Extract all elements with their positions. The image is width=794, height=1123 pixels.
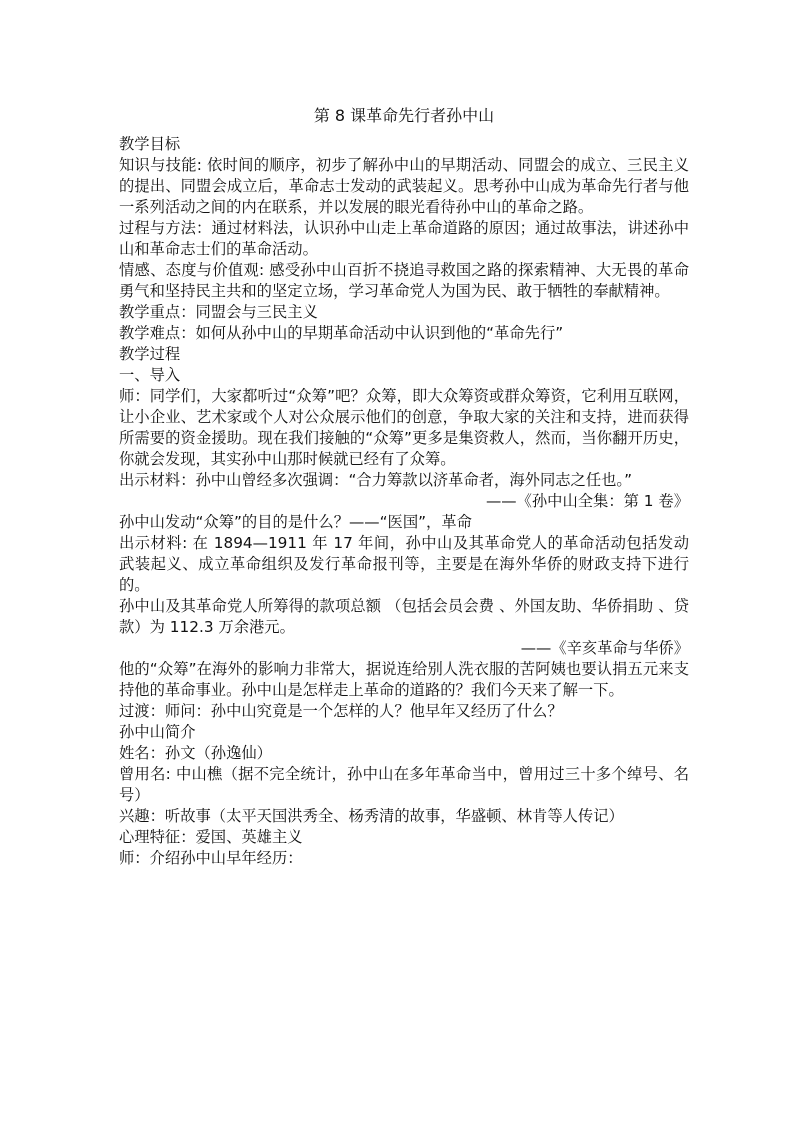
question-purpose: 孙中山发动“众筹”的目的是什么？——“医国”，革命 — [119, 513, 472, 531]
teaching-key-point: 教学重点：同盟会与三民主义 — [119, 303, 318, 321]
bio-psychology: 心理特征：爱国、英雄主义 — [119, 828, 303, 846]
bio-interests: 兴趣：听故事（太平天国洪秀全、杨秀清的故事，华盛顿、林肯等人传记） — [119, 807, 624, 825]
teacher-early-life: 师：介绍孙中山早年经历： — [119, 849, 303, 867]
section-heading-objectives: 教学目标 — [119, 135, 181, 153]
lesson-title: 第 8 课革命先行者孙中山 — [313, 106, 495, 125]
paragraph-process-methods: 过程与方法：通过材料法，认识孙中山走上革命道路的原因；通过故事法，讲述孙中山和革命志士们的革命活动。 — [119, 219, 689, 258]
paragraph-knowledge-skills: 知识与技能: 依时间的顺序，初步了解孙中山的早期活动、同盟会的成立、三民主义的提出、同盟会成立后，革命志士发动的武装起义。思考孙中山成为革命先行者与他一系列活动之间的内在联系，并以发展的眼光看待孙中山的革命之路。 — [119, 156, 689, 216]
material-funding-history: 出示材料: 在 1894—1911 年 17 年间，孙中山及其革命党人的革命活动包括发动武装起义、成立革命组织及发行革命报刊等，主要是在海外华侨的财政支持下进行的。 — [119, 534, 689, 594]
teaching-difficulty: 教学难点：如何从孙中山的早期革命活动中认识到他的“革命先行” — [119, 324, 564, 342]
subheading-biography: 孙中山简介 — [119, 723, 196, 741]
subheading-introduction: 一、导入 — [119, 366, 181, 384]
bio-former-name: 曾用名: 中山樵（据不完全统计，孙中山在多年革命当中，曾用过三十多个绰号、名号） — [119, 765, 689, 804]
paragraph-influence: 他的“众筹”在海外的影响力非常大，据说连给别人洗衣服的苦阿姨也要认捐五元来支持他的革命事业。孙中山是怎样走上革命的道路的？我们今天来了解一下。 — [119, 660, 689, 699]
quote-source-1: ——《孙中山全集：第 1 卷》 — [485, 492, 689, 510]
quote-source-2: ——《辛亥革命与华侨》 — [520, 639, 689, 657]
section-heading-process: 教学过程 — [119, 345, 181, 363]
document-body — [119, 104, 689, 869]
transition-question: 过渡：师问：孙中山究竟是一个怎样的人？他早年又经历了什么？ — [119, 702, 563, 720]
material-quote: 出示材料：孙中山曾经多次强调：“合力筹款以济革命者，海外同志之任也。” — [119, 471, 632, 489]
paragraph-crowdfunding: 师：同学们，大家都听过“众筹”吧？众筹，即大众筹资或群众筹资，它利用互联网，让小企业、艺术家或个人对公众展示他们的创意，争取大家的关注和支持，进而获得所需要的资金援助。现在我们接触的“众筹”更多是集资救人，然而，当你翻开历史，你就会发现，其实孙中山那时候就已经有了众筹。 — [119, 387, 689, 468]
paragraph-emotions-values: 情感、态度与价值观: 感受孙中山百折不挠追寻救国之路的探索精神、大无畏的革命勇气和坚持民主共和的坚定立场，学习革命党人为国为民、敢于牺牲的奉献精神。 — [119, 261, 689, 300]
material-funding-total: 孙中山及其革命党人所筹得的款项总额 （包括会员会费 、外国友助、华侨捐助 、贷款）为 112.3 万余港元。 — [119, 597, 689, 636]
bio-name: 姓名：孙文（孙逸仙） — [119, 744, 272, 762]
